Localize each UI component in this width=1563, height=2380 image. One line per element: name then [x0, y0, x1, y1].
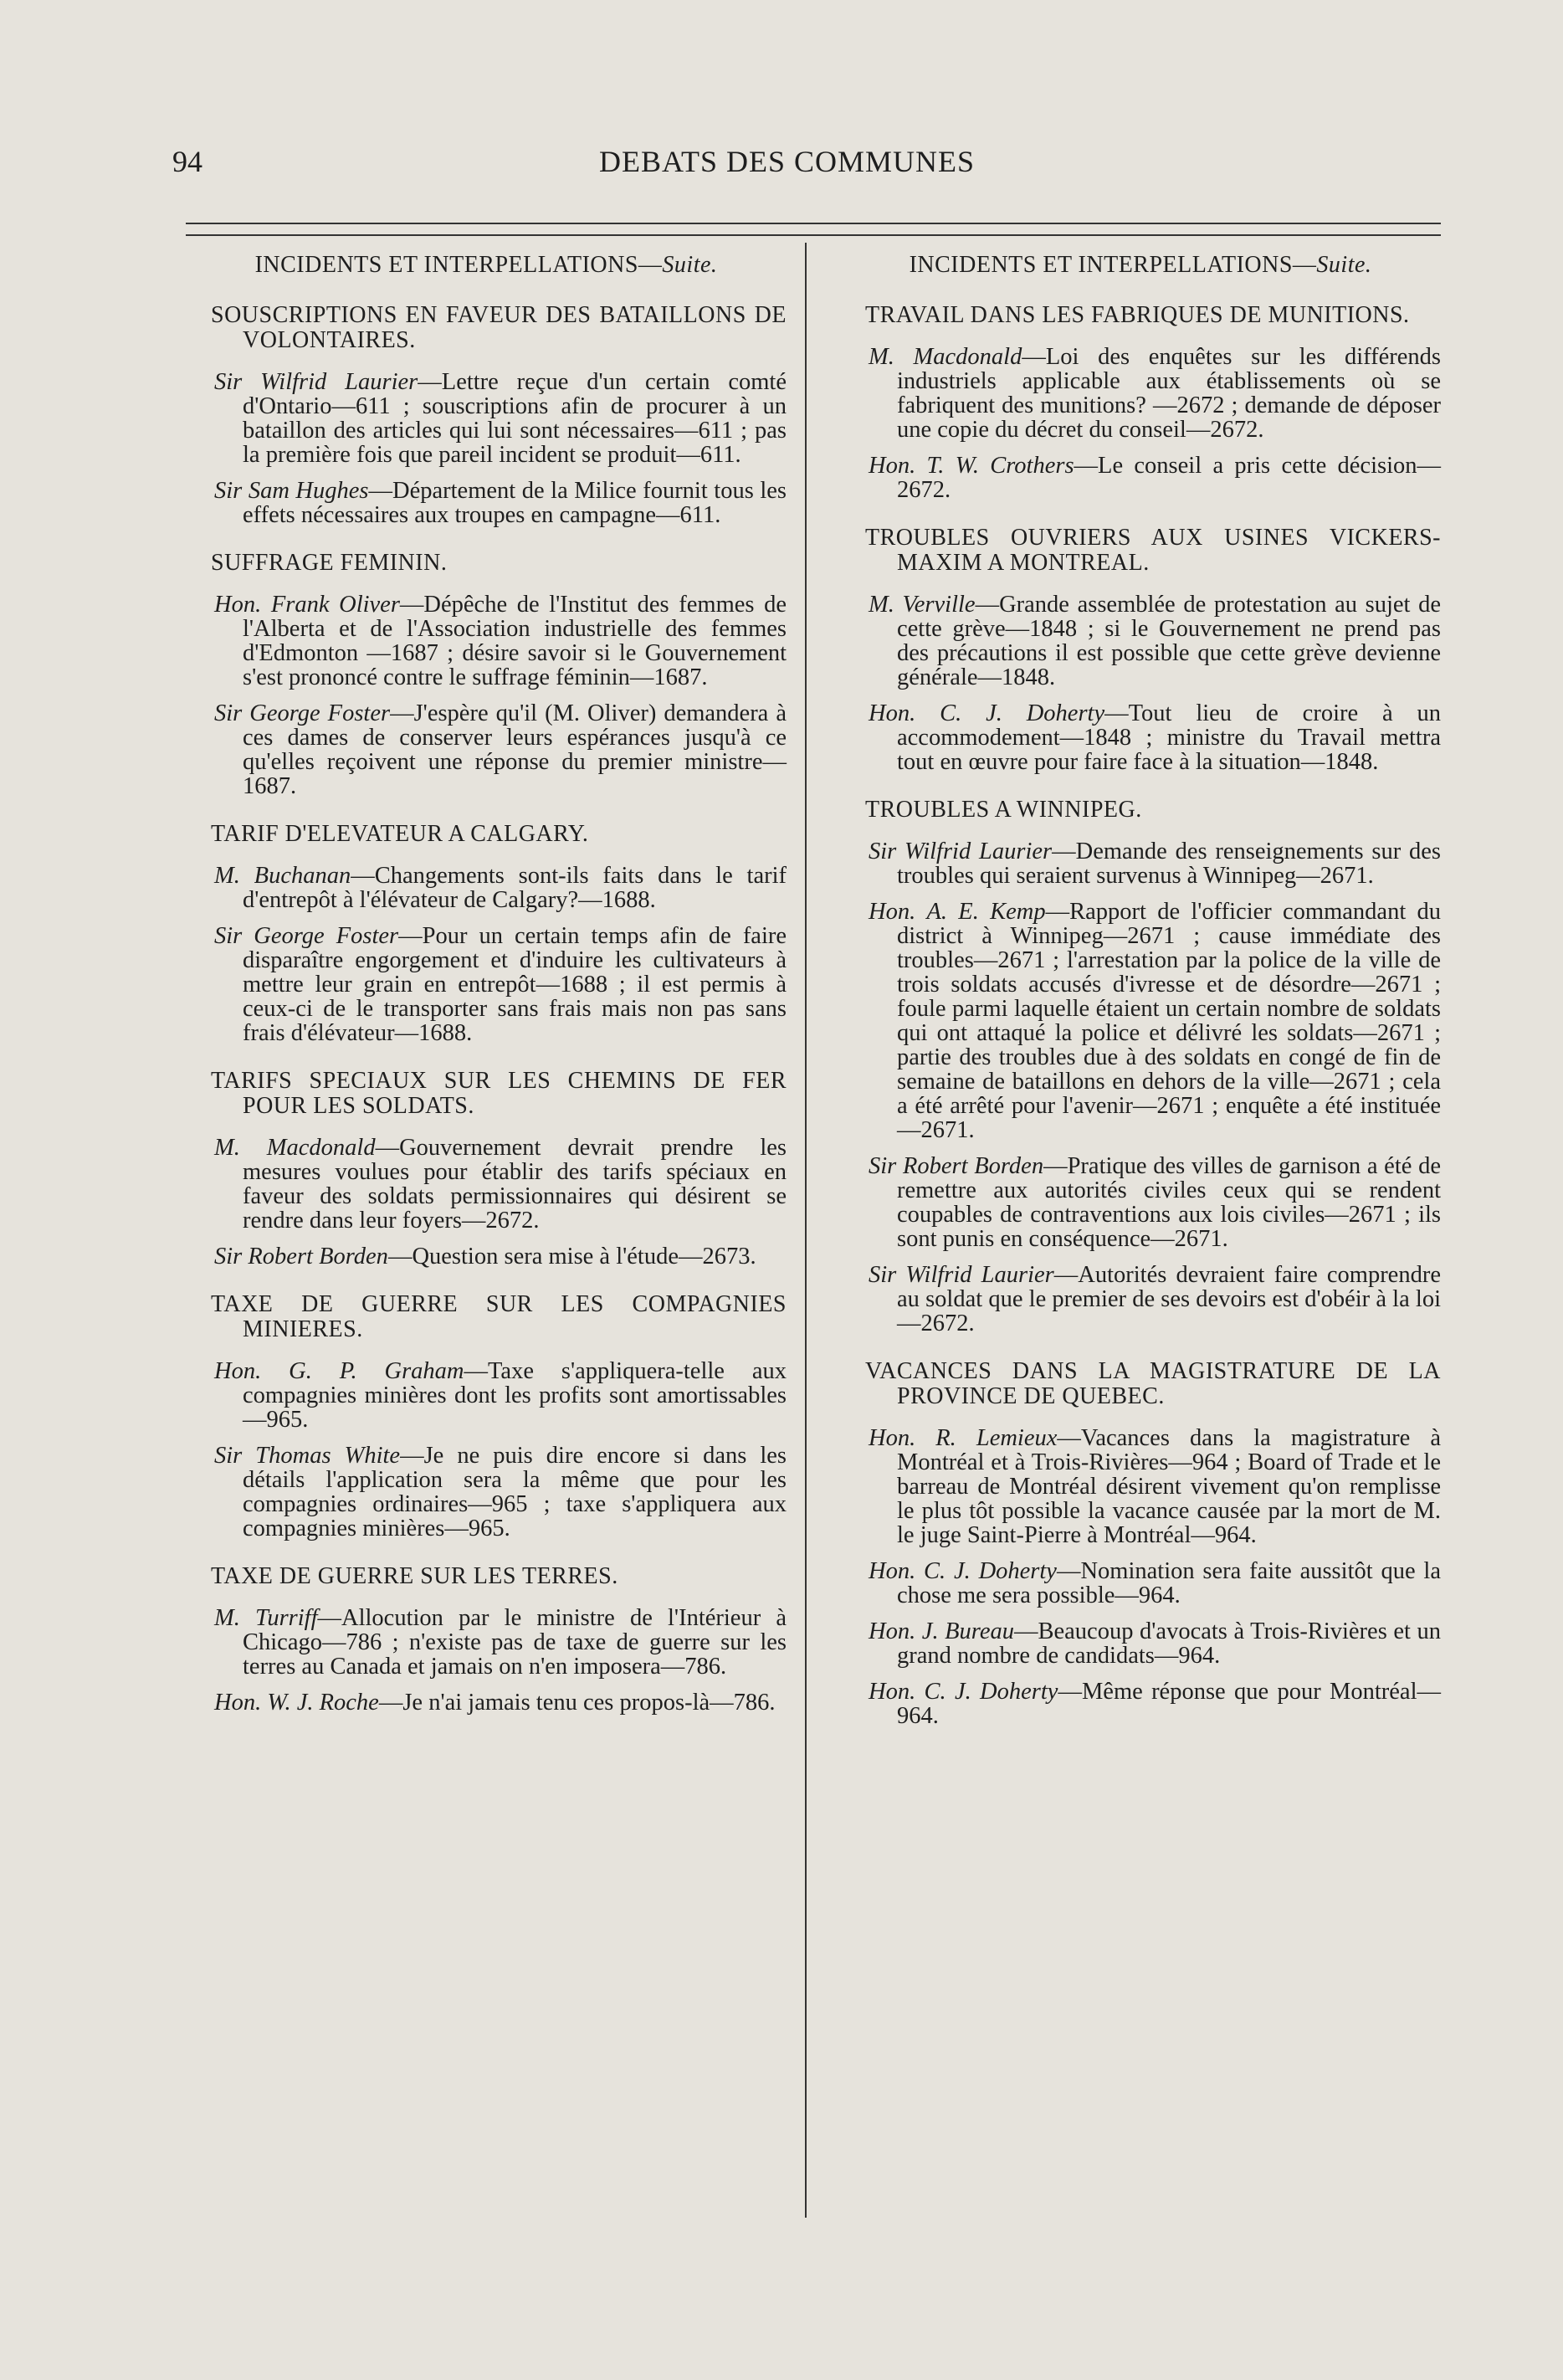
entry-text: —Rapport de l'officier commandant du district à Winnipeg—2671 ; cause immédiate des troubles—2671 ; l'arrestation par la police de la ville de trois soldats accusés d'ivresse et de désordre—2671 ; foule parmi laquelle étaient un certain nombre de soldats qui ont attaqué la police et délivré les soldats—2671 ; partie des troubles due à des soldats en congé de fin de semaine de bataillons en dehors de la ville—2671 ; cela a été arrêté pour l'avenir—2671 ; enquête a été instituée—2671.: [897, 899, 1442, 1143]
speaker-name: Wilfrid Laurier: [260, 369, 418, 395]
entry-text: —Question sera mise à l'étude—2673.: [387, 1244, 756, 1270]
index-section: [186, 303, 787, 527]
speaker-name: Wilfrid Laurier: [904, 839, 1053, 864]
speaker-title: Hon.: [869, 1558, 916, 1584]
speaker-title: M.: [869, 344, 894, 370]
entry-text: —Nomination sera faite aussitôt que la chose me sera possible—964.: [897, 1558, 1441, 1608]
speaker-title: Hon.: [869, 700, 916, 726]
running-title: DEBATS DES COMMUNES: [599, 145, 976, 178]
index-entry: [840, 345, 1441, 442]
index-entry: [840, 1559, 1441, 1608]
speaker-title: Sir: [869, 1153, 897, 1179]
entry-text: —Vacances dans la magistrature à Montréal et à Trois-Rivières—964 ; Board of Trade et le barreau de Montréal désirent vivement qu'on remplisse le plus tôt possible la vacance causée par la mort de M. le juge Saint-Pierre à Montréal—964.: [897, 1425, 1441, 1548]
index-entry: [840, 701, 1441, 774]
speaker-title: Sir: [214, 1244, 243, 1270]
index-entry: [840, 900, 1441, 1142]
speaker-name: Verville: [902, 592, 976, 618]
left-column: [186, 251, 787, 1738]
index-entry: [186, 701, 787, 798]
section-title: TARIF D'ELEVATEUR A CALGARY.: [211, 821, 589, 847]
speaker-title: Hon.: [214, 1690, 262, 1716]
index-entry: [186, 479, 787, 527]
speaker-title: Sir: [869, 1262, 897, 1288]
speaker-name: A. E. Kemp: [926, 899, 1046, 925]
entry-text: —Grande assemblée de protestation au sujet de cette grève—1848 ; si le Gouvernement ne prend pas des précautions il est possible que cette grève devienne générale—1848.: [897, 592, 1442, 690]
speaker-title: Hon.: [869, 1679, 916, 1705]
speaker-name: Macdonald: [266, 1135, 376, 1161]
speaker-title: Hon.: [869, 1618, 916, 1644]
index-entry: [186, 1606, 787, 1679]
section-title: TRAVAIL DANS LES FABRIQUES DE MUNITIONS.: [865, 302, 1410, 328]
index-section: [186, 822, 787, 1045]
index-entry: [840, 839, 1441, 888]
right-column: [840, 251, 1441, 1752]
speaker-title: M.: [214, 1135, 240, 1161]
speaker-name: Buchanan: [254, 863, 351, 889]
index-entry: [186, 1690, 787, 1715]
speaker-name: George Foster: [249, 700, 391, 726]
section-title: SOUSCRIPTIONS EN FAVEUR DES BATAILLONS DE VOLONTAIRES.: [211, 302, 787, 353]
entry-text: —Je n'ai jamais tenu ces propos-là—786.: [378, 1690, 776, 1716]
index-entry: [840, 454, 1441, 502]
index-entry: [186, 1444, 787, 1541]
speaker-name: Frank Oliver: [270, 592, 400, 618]
index-entry: [840, 1426, 1441, 1547]
index-entry: [186, 1359, 787, 1432]
index-entry: [840, 1619, 1441, 1668]
entry-text: —Le conseil a pris cette décision—2672.: [897, 453, 1442, 503]
sections: [840, 303, 1441, 1728]
header-rule-bottom: [186, 234, 1441, 236]
entry-text: —Loi des enquêtes sur les différends industriels applicable aux établissements où se fabriquent des munitions? —2672 ; demande de déposer une copie du décret du conseil—2672.: [897, 344, 1441, 443]
speaker-name: Thomas White: [255, 1443, 401, 1469]
column-heading-suite: Suite.: [1316, 252, 1372, 278]
speaker-name: R. Lemieux: [935, 1425, 1058, 1451]
index-section: [840, 526, 1441, 774]
speaker-title: M.: [214, 863, 240, 889]
index-section: [186, 1564, 787, 1715]
index-section: [840, 798, 1441, 1336]
speaker-title: Hon.: [869, 899, 916, 925]
entry-text: —Demande des renseignements sur des troubles qui seraient survenus à Winnipeg—2671.: [897, 839, 1441, 889]
speaker-name: C. J. Doherty: [924, 1558, 1057, 1584]
speaker-title: Sir: [214, 700, 243, 726]
speaker-name: Macdonald: [913, 344, 1022, 370]
speaker-name: George Foster: [254, 923, 399, 949]
entry-text: —Autorités devraient faire comprendre au soldat que le premier de ses devoirs est d'obéir à la loi —2672.: [897, 1262, 1441, 1336]
section-title: TROUBLES OUVRIERS AUX USINES VICKERS-MAXIM A MONTREAL.: [865, 525, 1441, 576]
section-title: TARIFS SPECIAUX SUR LES CHEMINS DE FER POUR LES SOLDATS.: [211, 1068, 787, 1119]
section-title: SUFFRAGE FEMININ.: [211, 550, 448, 576]
speaker-title: Hon.: [869, 1425, 916, 1451]
index-entry: [840, 592, 1441, 690]
speaker-title: Hon.: [214, 592, 262, 618]
entry-text: —J'espère qu'il (M. Oliver) demandera à ces dames de conserver leurs espérances jusqu'à ce qu'elles reçoivent une réponse du premier ministre—1687.: [243, 700, 787, 799]
speaker-title: Sir: [214, 478, 243, 504]
index-entry: [186, 924, 787, 1045]
speaker-name: Turriff: [255, 1605, 318, 1631]
index-entry: [186, 370, 787, 467]
section-title: TAXE DE GUERRE SUR LES COMPAGNIES MINIERES.: [211, 1291, 787, 1342]
entry-text: —Tout lieu de croire à un accommodement—1848 ; ministre du Travail mettra tout en œuvre pour faire face à la situation—1848.: [897, 700, 1442, 775]
speaker-title: M.: [214, 1605, 240, 1631]
page-number: 94: [172, 145, 202, 178]
speaker-name: Robert Borden: [248, 1244, 388, 1270]
index-entry: [186, 864, 787, 912]
index-entry: [186, 1136, 787, 1233]
speaker-title: Hon.: [214, 1358, 262, 1384]
entry-text: —Pour un certain temps afin de faire disparaître engorgement et d'induire les cultivateurs à mettre leur grain en entrepôt—1688 ; il est permis à ceux-ci de le transporter sans frais mais non pas sans frais d'élévateur—1688.: [243, 923, 787, 1046]
entry-text: —Je ne puis dire encore si dans les détails l'application sera la même que pour les compagnies ordinaires—965 ; taxe s'appliquera aux compagnies minières—965.: [243, 1443, 787, 1541]
column-divider: [805, 243, 807, 2218]
column-heading: [840, 251, 1441, 280]
column-heading: [186, 251, 787, 280]
index-entry: [840, 1154, 1441, 1251]
header-rule-top: [186, 223, 1441, 224]
entry-text: —Pratique des villes de garnison a été de remettre aux autorités civiles ceux qui se rendent coupables de contraventions aux lois civiles—2671 ; ils sont punis en conséquence—2671.: [897, 1153, 1441, 1252]
index-entry: [186, 592, 787, 690]
column-heading-text: INCIDENTS ET INTERPELLATIONS—: [254, 252, 663, 278]
column-heading-suite: Suite.: [662, 252, 718, 278]
entry-text: —Taxe s'appliquera-telle aux compagnies minières dont les profits sont amortissables—965.: [243, 1358, 787, 1433]
entry-text: —Lettre reçue d'un certain comté d'Ontario—611 ; souscriptions afin de procurer à un bataillon des articles qui lui sont nécessaires—611 ; pas la première fois que pareil incident se produit—611.: [243, 369, 787, 468]
entry-text: —Département de la Milice fournit tous les effets nécessaires aux troupes en campagne—611.: [243, 478, 787, 528]
speaker-name: J. Bureau: [921, 1618, 1014, 1644]
section-title: TROUBLES A WINNIPEG.: [865, 797, 1142, 823]
speaker-title: Sir: [869, 839, 897, 864]
index-entry: [186, 1244, 787, 1269]
section-title: TAXE DE GUERRE SUR LES TERRES.: [211, 1563, 618, 1589]
entry-text: —Allocution par le ministre de l'Intérieur à Chicago—786 ; n'existe pas de taxe de guerre sur les terres au Canada et jamais on n'en imposera—786.: [243, 1605, 787, 1680]
speaker-name: G. P. Graham: [289, 1358, 464, 1384]
speaker-name: W. J. Roche: [267, 1690, 379, 1716]
speaker-name: T. W. Crothers: [926, 453, 1074, 479]
entry-text: —Même réponse que pour Montréal—964.: [897, 1679, 1441, 1729]
index-section: [840, 303, 1441, 502]
speaker-name: Wilfrid Laurier: [905, 1262, 1054, 1288]
index-section: [186, 1069, 787, 1269]
speaker-name: Sam Hughes: [248, 478, 369, 504]
speaker-title: M.: [869, 592, 894, 618]
speaker-name: C. J. Doherty: [924, 1679, 1058, 1705]
sections: [186, 303, 787, 1715]
index-entry: [840, 1680, 1441, 1728]
index-section: [840, 1359, 1441, 1728]
entry-text: —Changements sont-ils faits dans le tarif d'entrepôt à l'élévateur de Calgary?—1688.: [243, 863, 787, 913]
section-title: VACANCES DANS LA MAGISTRATURE DE LA PROVINCE DE QUEBEC.: [865, 1358, 1441, 1409]
index-section: [186, 1292, 787, 1541]
speaker-title: Hon.: [869, 453, 916, 479]
entry-text: —Dépêche de l'Institut des femmes de l'Alberta et de l'Association industrielle des femmes d'Edmonton —1687 ; désire savoir si le Gouvernement s'est prononcé contre le suffrage féminin—1687.: [243, 592, 787, 690]
column-heading-text: INCIDENTS ET INTERPELLATIONS—: [909, 252, 1317, 278]
speaker-name: C. J. Doherty: [940, 700, 1105, 726]
entry-text: —Gouvernement devrait prendre les mesures voulues pour établir des tarifs spéciaux en faveur des soldats permissionnaires qui désirent se rendre dans leur foyers—2672.: [243, 1135, 787, 1234]
entry-text: —Beaucoup d'avocats à Trois-Rivières et un grand nombre de candidats—964.: [897, 1618, 1441, 1669]
speaker-title: Sir: [214, 1443, 243, 1469]
index-entry: [840, 1263, 1441, 1336]
speaker-name: Robert Borden: [902, 1153, 1044, 1179]
speaker-title: Sir: [214, 369, 243, 395]
speaker-title: Sir: [214, 923, 243, 949]
index-section: [186, 551, 787, 798]
